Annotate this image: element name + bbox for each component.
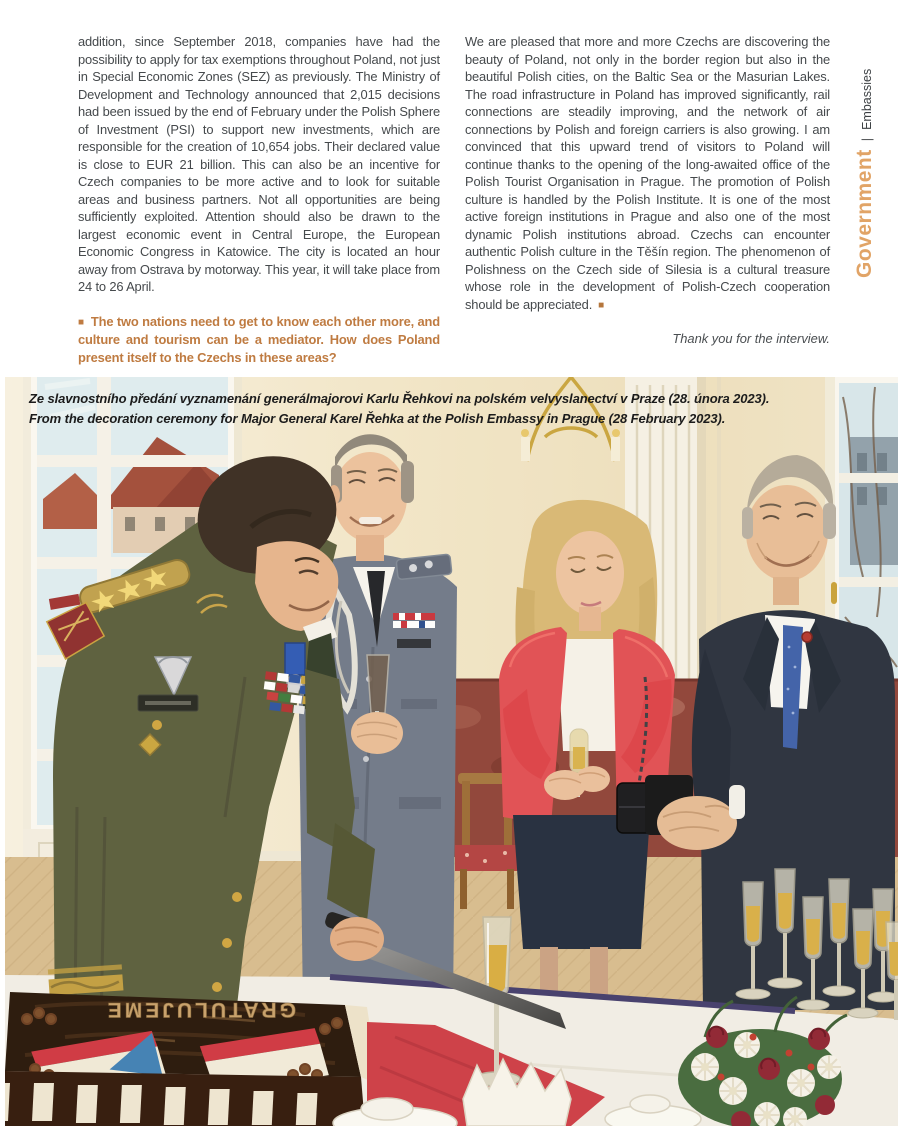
section-label-government: Government: [853, 149, 876, 278]
interview-signoff: Thank you for the interview.: [672, 331, 830, 346]
section-sidebar-label: [853, 69, 877, 278]
paragraph-text: We are pleased that more and more Czechs are discovering the beauty of Poland, not only in the border region but also in the beautiful Polish cities, on the Baltic Sea or the Masurian Lakes. The road infrastructure in Poland has improved significantly, rail connections are steadily improving, and the network of air connections by Polish and foreign carriers is also growing. I am convinced that this upward trend of visitors to Poland will continue thanks to the opening of the long-awaited office of the Polish Tourist Organisation in Prague. The promotion of Polish culture is handled by the Polish Institute. It is one of the most active foreign institutions in Prague and also one of the most dynamic Polish institutions abroad. Czechs can encounter authentic Polish culture in the Těšín region. The phenomenon of Polishness on the Czech side of Silesia is a cultural treasure whose role in the development of Polish-Czech cooperation should be appreciated.: [465, 34, 830, 312]
article-right-column: [465, 33, 830, 348]
photo-tint-overlay: [5, 377, 898, 1126]
photo-caption-english: From the decoration ceremony for Major General Karel Řehka at the Polish Embassy in Prague (28 February 2023).: [29, 410, 726, 426]
article-left-column: [78, 33, 440, 366]
end-square-icon: ■: [598, 299, 605, 311]
photo-caption-czech: Ze slavnostního předání vyznamenání generálmajorovi Karlu Řehkovi na polském velvyslanectví v Praze (28. února 2023).: [29, 391, 770, 406]
section-label-embassies: Embassies: [860, 68, 874, 130]
article-paragraph: [465, 33, 830, 314]
embassy-ceremony-photo: [5, 377, 898, 1126]
square-bullet-icon: ■: [78, 316, 84, 328]
photo-caption: [29, 389, 769, 428]
section-divider: |: [859, 137, 874, 142]
article-paragraph: [78, 33, 440, 296]
paragraph-text: addition, since September 2018, companies have had the possibility to apply for tax exemptions throughout Poland, not just in Special Economic Zones (SEZ) as previously. The Ministry of Development and Technology announced that 2,015 decisions had been issued by the end of February under the Polish Sphere of Investment (PSI) to support new investments, which are responsible for the creation of 10,654 jobs. Their declared value is close to EUR 21 billion. This can also be an incentive for Czech companies to be more active and to look for suitable areas and business partners. Not all opportunities are being sufficiently exploited. Attention should also be drawn to the largest economic event in Central Europe, the European Economic Congress in Katowice. The city is located an hour away from Ostrava by motorway. This year, it will take place from 24 to 26 April.: [78, 34, 440, 294]
question-text: The two nations need to get to know each other more, and culture and tourism can be a mediator. How does Poland present itself to the Czechs in these areas?: [78, 313, 440, 365]
interview-question: [78, 313, 440, 367]
cake-inscription: GRATULUJEME: [104, 998, 296, 1021]
